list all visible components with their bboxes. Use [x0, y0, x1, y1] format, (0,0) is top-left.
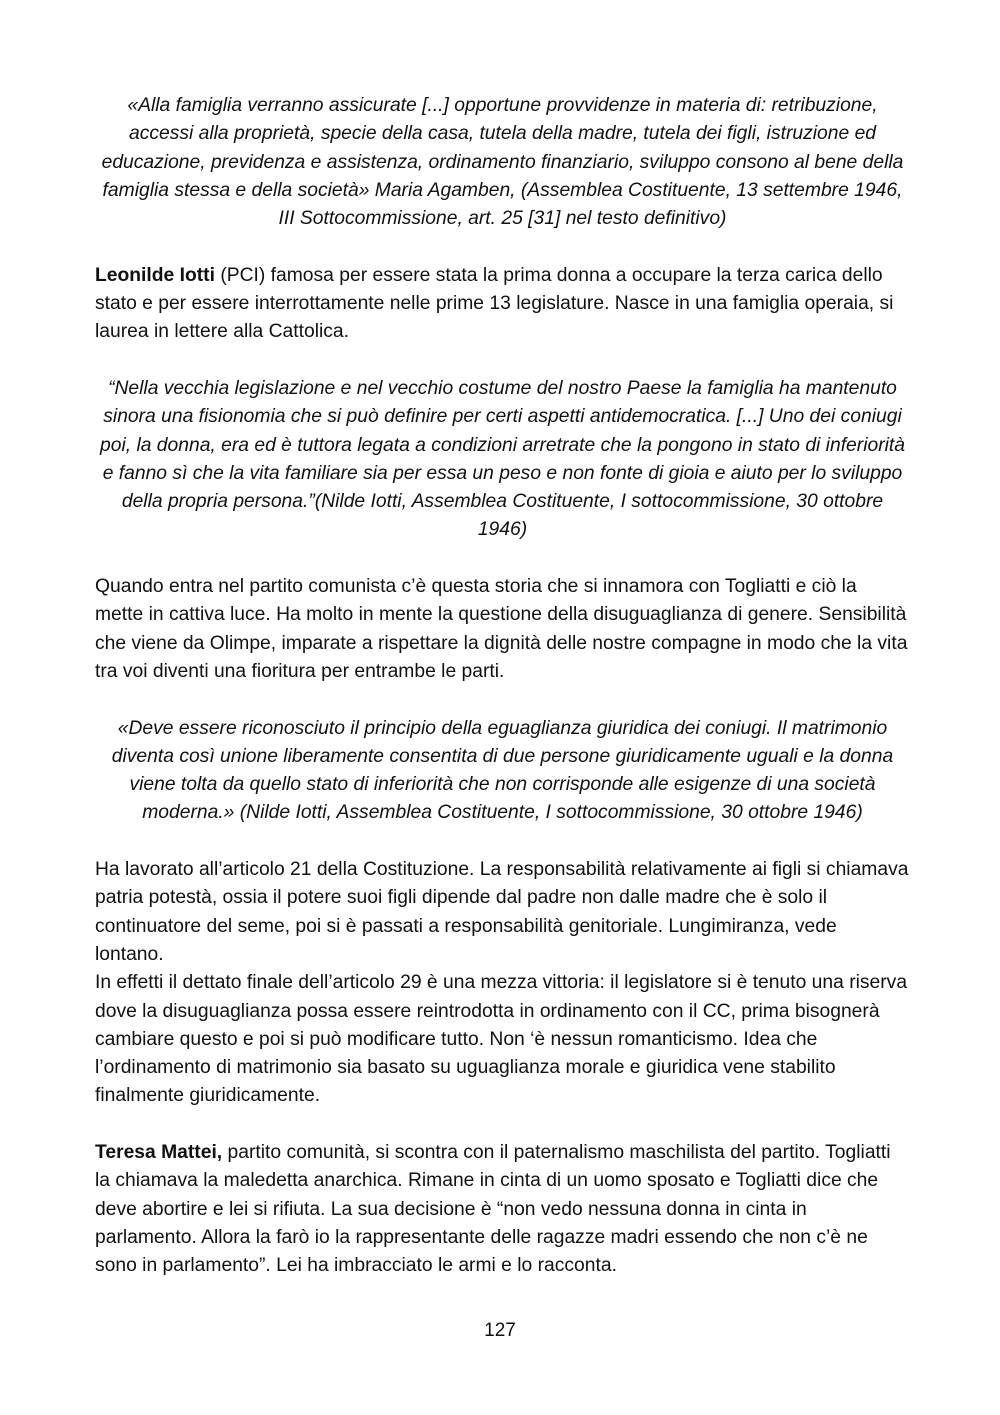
paragraph-iotti-intro — [95, 262, 910, 347]
quote-agamben: «Alla famiglia verranno assicurate [...] opportune provvidenze in materia di: retribuzione, accessi alla proprietà, specie della casa, tutela della madre, tutela dei figli, istruzione ed educazione, previdenza e assistenza, ordinamento finanziario, sviluppo consono al bene della famiglia stessa e della società» Maria Agamben, (Assemblea Costituente, 13 settembre 1946, III Sottocommissione, art. 25 [31] nel testo definitivo) — [101, 95, 904, 230]
paragraph-mattei — [95, 1139, 910, 1280]
paragraph-article-29: In effetti il dettato finale dell’articolo 29 è una mezza vittoria: il legislatore si è tenuto una riserva dove la disuguaglianza possa essere reintrodotta in ordinamento con il CC, prima bisognerà cambiare questo e poi si può modificare tutto. Non ‘è nessun romanticismo. Idea che l’ordinamento di matrimonio sia basato su uguaglianza morale e giuridica vene stabilito finalmente giuridicamente. — [95, 972, 908, 1107]
paragraph-article-21: Ha lavorato all’articolo 21 della Costituzione. La responsabilità relativamente ai figli si chiamava patria potestà, ossia il potere suoi figli dipende dal padre non dalle madre che è solo il continuatore del seme, poi si è passati a responsabilità genitoriale. Lungimiranza, vede lontano. — [95, 859, 909, 965]
quote-iotti-equality: «Deve essere riconosciuto il principio della eguaglianza giuridica dei coniugi. Il matrimonio diventa così unione liberamente consentita di due persone giuridicamente uguali e la donna viene tolta da quello stato di inferiorità che non corrisponde alle esigenze di una società moderna.» (Nilde Iotti, Assemblea Costituente, I sottocommissione, 30 ottobre 1946) — [111, 717, 894, 824]
page-content — [95, 92, 910, 1280]
page-number: 127 — [484, 1320, 516, 1341]
paragraph-party: Quando entra nel partito comunista c’è questa storia che si innamora con Togliatti e ciò la mette in cattiva luce. Ha molto in mente la questione della disuguaglianza di genere. Sensibilità che viene da Olimpe, imparate a rispettare la dignità delle nostre compagne in modo che la vita tra voi diventi una fioritura per entrambe le parti. — [95, 576, 908, 682]
mattei-text: partito comunità, si scontra con il paternalismo maschilista del partito. Togliatti la chiamava la maledetta anarchica. Rimane in cinta di un uomo sposato e Togliatti dice che deve abortire e lei si rifiuta. La sua decisione è “non vedo nessuna donna in cinta in parlamento. Allora la farò io la rappresentante delle ragazze madri essendo che non c’è ne sono in parlamento”. Lei ha imbracciato le armi e lo racconta. — [95, 1141, 891, 1277]
iotti-intro-text: (PCI) famosa per essere stata la prima donna a occupare la terza carica dello stato e per essere interrottamente nelle prime 13 legislature. Nasce in una famiglia operaia, si laurea in lettere alla Cattolica. — [95, 264, 894, 343]
quote-iotti-family: “Nella vecchia legislazione e nel vecchio costume del nostro Paese la famiglia ha mantenuto sinora una fisionomia che si può definire per certi aspetti antidemocratica. [...] Uno dei coniugi poi, la donna, era ed è tuttora legata a condizioni arretrate che la pongono in stato di inferiorità e fanno sì che la vita familiare sia per essa un peso e non fonte di gioia e aiuto per lo sviluppo della propria persona.”(Nilde Iotti, Assemblea Costituente, I sottocommissione, 30 ottobre 1946) — [100, 377, 905, 541]
name-iotti: Leonilde Iotti — [95, 264, 215, 286]
name-mattei: Teresa Mattei, — [95, 1141, 223, 1163]
